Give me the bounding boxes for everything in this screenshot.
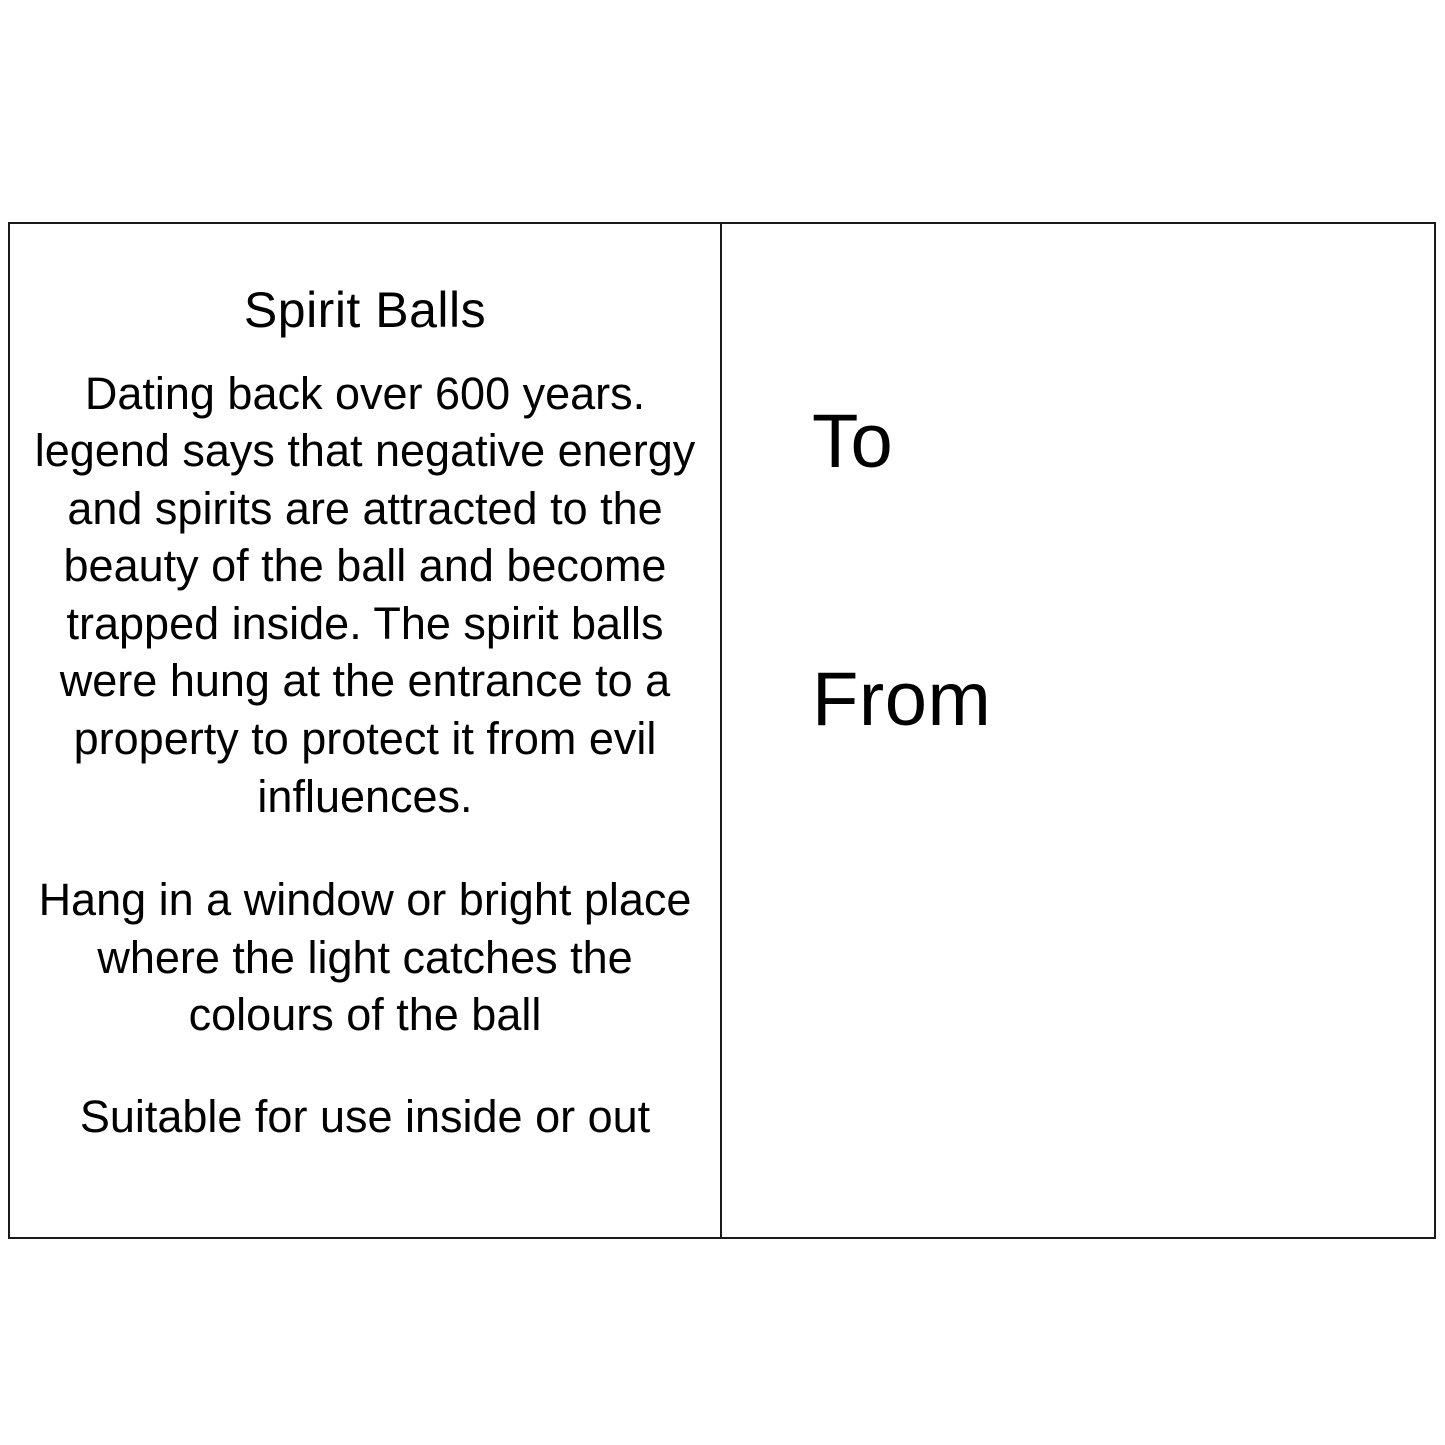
recipient-panel (722, 224, 1434, 1237)
to-field-label: To (812, 399, 894, 484)
page-title: Spirit Balls (243, 282, 487, 338)
suitability-paragraph: Suitable for use inside or out (79, 1091, 651, 1143)
from-field-label: From (812, 657, 992, 742)
legend-paragraph: Dating back over 600 years. legend says that negative energy and spirits are attracted to the beauty of the ball and become trapped inside. The spirit balls were hung at the entrance to a property to protect it from evil influences. (34, 367, 696, 822)
info-panel (10, 224, 722, 1237)
gift-card (8, 222, 1436, 1239)
hanging-instructions-paragraph: Hang in a window or bright place where the light catches the colours of the ball (38, 874, 692, 1041)
